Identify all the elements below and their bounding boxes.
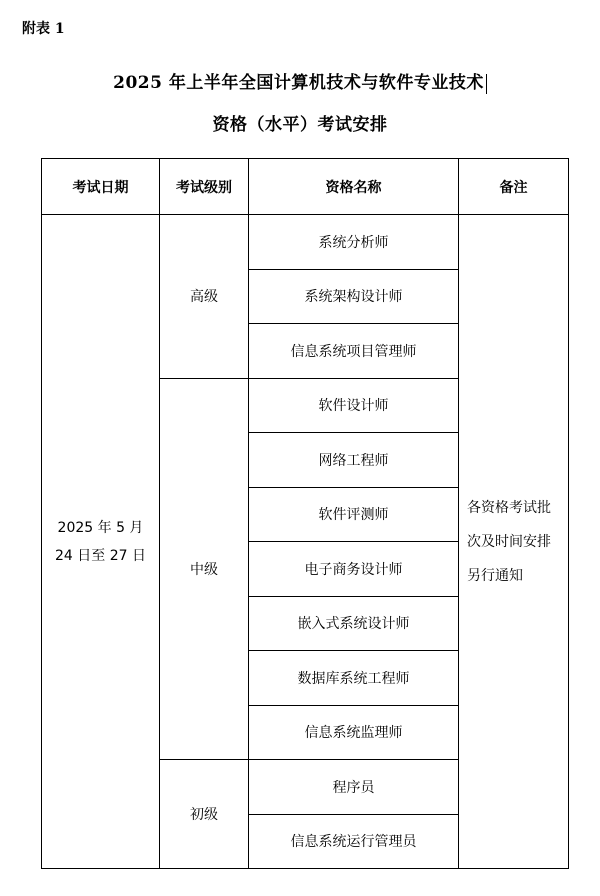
qualification-name: 系统分析师 [249,215,459,270]
document-title-line-2: 资格（水平）考试安排 [212,115,388,135]
qualification-name: 信息系统项目管理师 [249,324,459,379]
qualification-name: 电子商务设计师 [249,542,459,597]
header-exam-date: 考试日期 [42,159,160,215]
exam-date-line-1: 2025 年 5 月 [57,519,144,536]
header-remarks: 备注 [459,159,569,215]
exam-date-cell [42,215,160,869]
table-header-row [42,159,569,215]
qualification-name: 信息系统运行管理员 [249,814,459,869]
exam-schedule-table [41,158,569,869]
level-junior: 初级 [160,760,249,869]
qualification-name: 软件评测师 [249,487,459,542]
remarks-line-1: 各资格考试批 [467,499,551,516]
level-senior: 高级 [160,215,249,379]
remarks-cell [459,215,569,869]
text-cursor [486,74,487,94]
remarks-line-2: 次及时间安排 [467,533,551,550]
qualification-name: 网络工程师 [249,433,459,488]
qualification-name: 系统架构设计师 [249,269,459,324]
qualification-name: 软件设计师 [249,378,459,433]
remarks-line-3: 另行通知 [467,567,523,584]
qualification-name: 程序员 [249,760,459,815]
header-qualification-name: 资格名称 [249,159,459,215]
qualification-name: 嵌入式系统设计师 [249,596,459,651]
appendix-label: 附表 1 [22,21,65,37]
exam-date-line-2: 24 日至 27 日 [55,547,146,564]
qualification-name: 数据库系统工程师 [249,651,459,706]
level-intermediate: 中级 [160,378,249,760]
title-text-1: 2025 年上半年全国计算机技术与软件专业技术 [113,73,484,93]
table-row [42,215,569,270]
document-title-line-1 [0,68,600,94]
qualification-name: 信息系统监理师 [249,705,459,760]
header-exam-level: 考试级别 [160,159,249,215]
